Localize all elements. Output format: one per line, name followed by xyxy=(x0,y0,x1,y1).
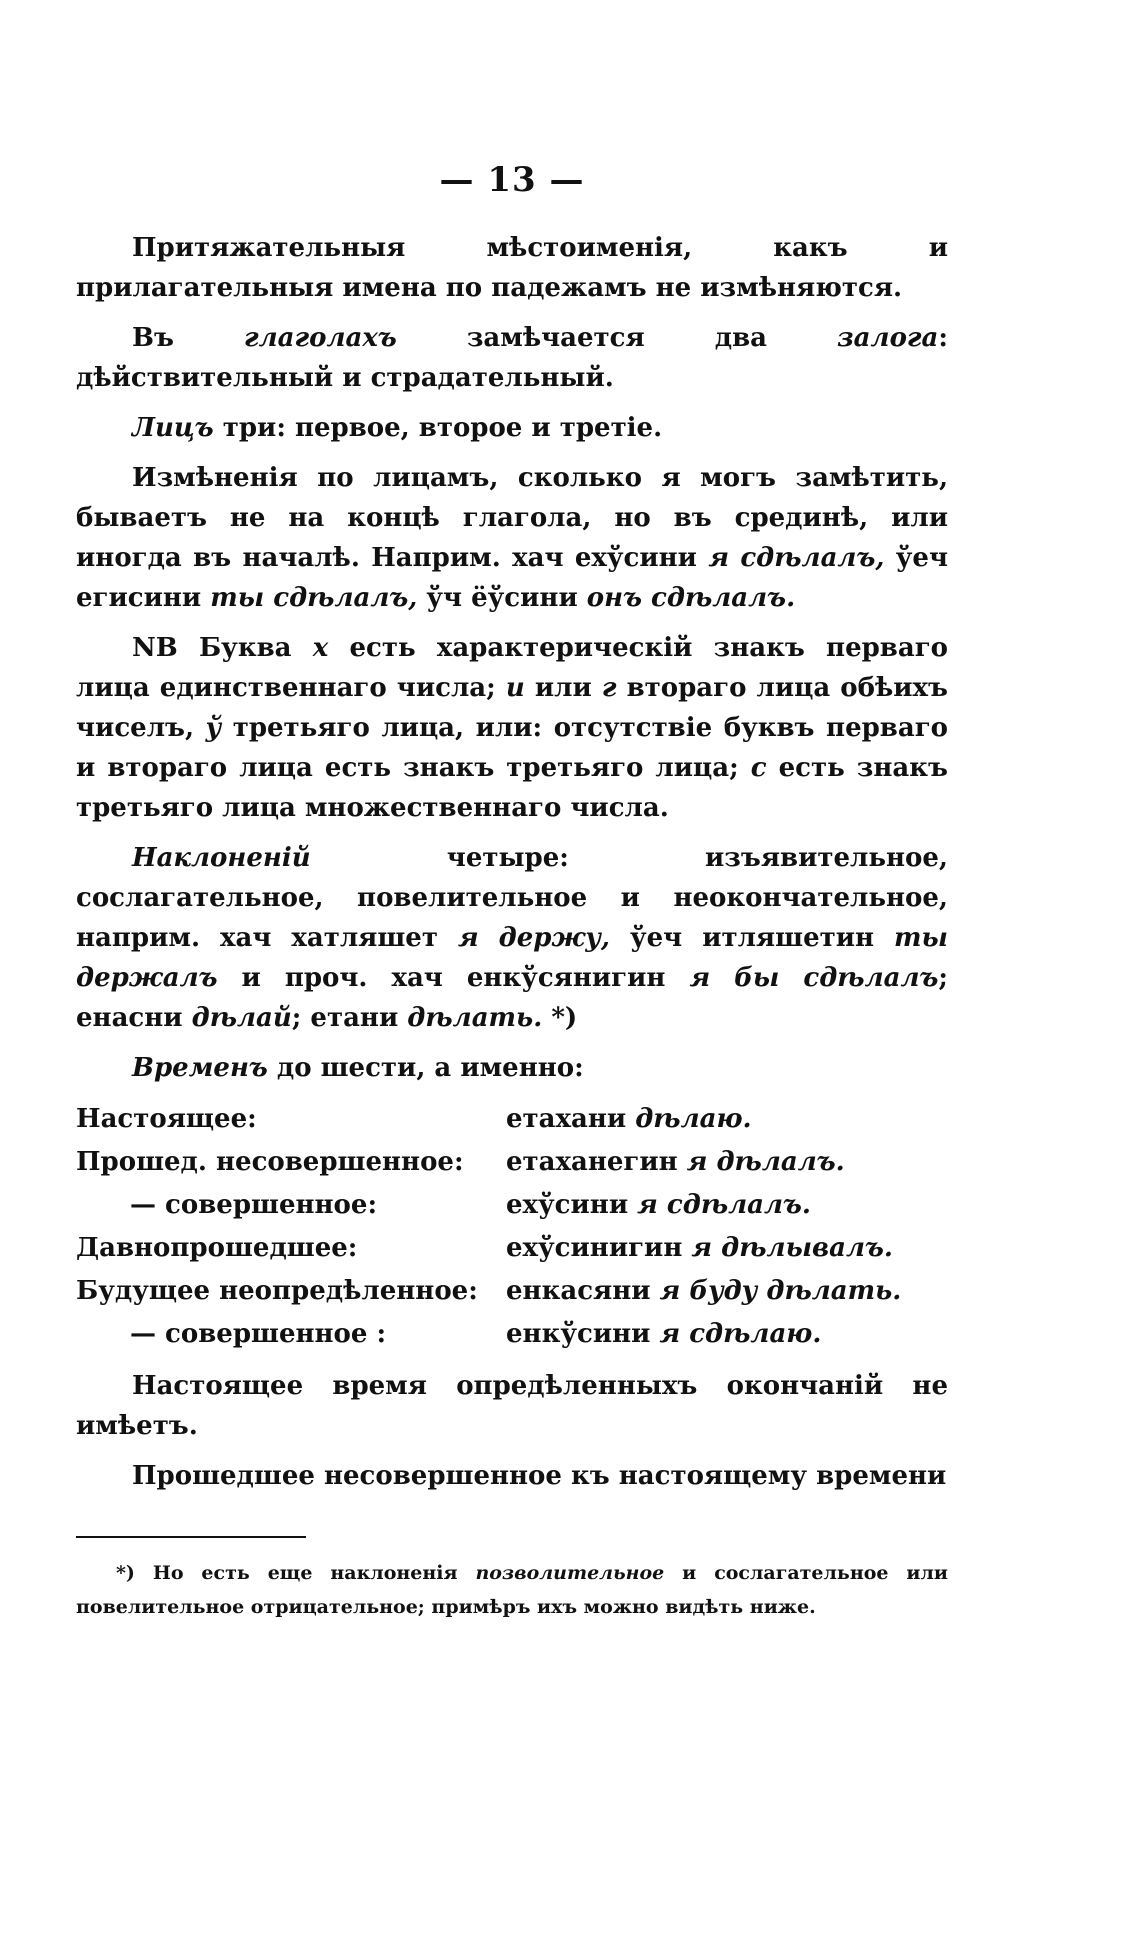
text-segment: втораго лица обѣихъ чиселъ, xyxy=(76,673,948,743)
paragraph xyxy=(76,1456,948,1496)
text-segment: и проч. хач енкўсянигин xyxy=(217,963,690,993)
italic-text: Наклоненій xyxy=(132,843,311,873)
italic-text: я держу, xyxy=(457,923,610,953)
tense-example: енкасяни xyxy=(506,1276,660,1306)
tense-example: етаханегин xyxy=(506,1147,687,1177)
text-segment: NB Буква xyxy=(132,633,313,663)
text-segment: третьяго лица, или: отсутствіе буквъ перваго и втораго лица есть знакъ третьяго лица; xyxy=(76,713,948,783)
text-segment: ўеч егисини xyxy=(76,543,948,613)
tense-meaning: дѣлаю. xyxy=(635,1104,752,1134)
italic-text: дѣлать. xyxy=(407,1003,543,1033)
paragraph xyxy=(76,228,948,308)
italic-text: дѣлай xyxy=(191,1003,292,1033)
closing-text xyxy=(76,1366,948,1496)
paragraph xyxy=(76,458,948,618)
tense-row xyxy=(76,1227,948,1270)
paragraph xyxy=(76,408,948,448)
text-segment: Прошедшее несовершенное къ настоящему времени xyxy=(132,1461,947,1491)
text-segment: ўч ёўсини xyxy=(417,583,587,613)
tense-example: енкўсини xyxy=(506,1319,660,1349)
footnote xyxy=(76,1556,948,1624)
tense-name: — совершенное : xyxy=(130,1319,387,1349)
tense-row xyxy=(76,1313,948,1356)
paragraph xyxy=(76,1048,948,1088)
tense-example: ехўсинигин xyxy=(506,1233,692,1263)
text-segment: ; етани xyxy=(291,1003,408,1033)
text-segment: три: первое, второе и третіе. xyxy=(213,413,663,443)
tense-form xyxy=(506,1184,948,1227)
text-segment: : дѣйствительный и страдательный. xyxy=(76,323,948,393)
italic-text: ў xyxy=(205,713,222,743)
tense-row xyxy=(76,1270,948,1313)
italic-text: ты сдѣлалъ, xyxy=(210,583,418,613)
tense-row xyxy=(76,1098,948,1141)
text-segment: *) xyxy=(542,1003,578,1033)
text-segment: Измѣненія по лицамъ, сколько я могъ замѣтить, бываетъ не на концѣ глагола, но въ срединѣ, или иногда въ началѣ. Наприм. хач ехўсини xyxy=(76,463,948,573)
text-segment: ўеч итляшетин xyxy=(610,923,895,953)
tense-form xyxy=(506,1141,948,1184)
text-segment: есть знакъ третьяго лица множественнаго числа. xyxy=(76,753,949,823)
text-segment: замѣчается два xyxy=(396,323,838,353)
text-segment: четыре: изъявительное, сослагательное, повелительное и неокончательное, наприм. хач хатляшет xyxy=(76,843,948,953)
tense-name: Будущее неопредѣленное: xyxy=(76,1276,478,1306)
tense-row xyxy=(76,1184,948,1227)
text-segment: Настоящее время опредѣленныхъ окончаній не имѣетъ. xyxy=(76,1371,948,1441)
tense-name: — совершенное: xyxy=(130,1190,378,1220)
tense-form xyxy=(506,1227,948,1270)
tense-meaning: я дѣлывалъ. xyxy=(691,1233,893,1263)
text-segment: *) Но есть еще наклоненія xyxy=(116,1562,476,1584)
italic-text: х xyxy=(312,633,329,663)
italic-text: позволительное xyxy=(475,1562,665,1584)
italic-text: Временъ xyxy=(132,1053,268,1083)
page-number: — 13 — xyxy=(439,160,585,200)
tense-form xyxy=(506,1313,948,1356)
italic-text: онъ сдѣлалъ. xyxy=(586,583,796,613)
tense-form xyxy=(506,1270,948,1313)
book-page xyxy=(76,160,948,1624)
text-segment: ; енасни xyxy=(76,963,948,1033)
tense-example: етахани xyxy=(506,1104,636,1134)
italic-text: я бы сдѣлалъ xyxy=(689,963,939,993)
italic-text: залога xyxy=(837,323,939,353)
text-segment: до шести, а именно: xyxy=(267,1053,584,1083)
text-segment: Въ xyxy=(132,323,244,353)
body-text xyxy=(76,228,948,1088)
italic-text: я сдѣлалъ, xyxy=(708,543,885,573)
text-segment: Притяжательныя мѣстоименія, какъ и прилагательныя имена по падежамъ не измѣняются. xyxy=(76,233,948,303)
tense-name: Давнопрошедшее: xyxy=(76,1233,358,1263)
text-segment: или xyxy=(524,673,602,703)
italic-text: с xyxy=(750,753,767,783)
tense-meaning: я сдѣлаю. xyxy=(659,1319,822,1349)
italic-text: и xyxy=(505,673,525,703)
paragraph xyxy=(76,628,948,828)
tense-meaning: я сдѣлалъ. xyxy=(637,1190,811,1220)
tense-name: Прошед. несовершенное: xyxy=(76,1147,464,1177)
tense-row xyxy=(76,1141,948,1184)
footnote-divider xyxy=(76,1536,306,1538)
text-segment: и сослагательное или повелительное отрицательное; примѣръ ихъ можно видѣть ниже. xyxy=(76,1562,949,1618)
tense-name: Настоящее: xyxy=(76,1104,257,1134)
italic-text: г xyxy=(601,673,617,703)
text-segment: есть характерическій знакъ перваго лица единственнаго числа; xyxy=(76,633,948,703)
tense-meaning: я дѣлалъ. xyxy=(686,1147,845,1177)
paragraph xyxy=(76,318,948,398)
paragraph xyxy=(76,838,948,1038)
tense-table xyxy=(76,1098,948,1356)
italic-text: ты держалъ xyxy=(76,923,948,993)
tense-example: ехўсини xyxy=(506,1190,638,1220)
tense-meaning: я буду дѣлать. xyxy=(659,1276,902,1306)
italic-text: глаголахъ xyxy=(244,323,397,353)
paragraph xyxy=(76,1366,948,1446)
tense-form xyxy=(506,1098,948,1141)
italic-text: Лицъ xyxy=(132,413,214,443)
